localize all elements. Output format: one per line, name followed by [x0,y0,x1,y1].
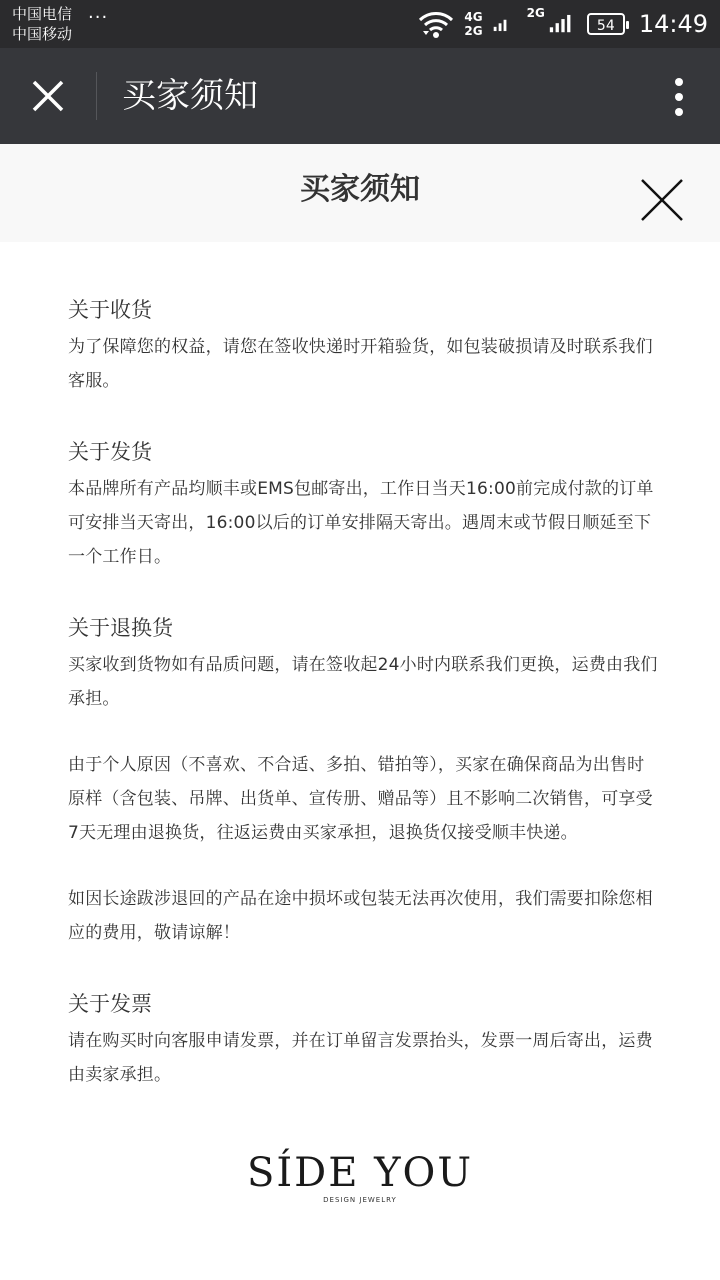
close-dialog-icon[interactable] [640,178,684,222]
network-2g-label: 2G [464,24,483,38]
notice-content [68,294,660,1130]
carrier-info [12,4,109,44]
logo-wordmark: SÍDE YOU [246,1150,474,1196]
section-heading: 关于发票 [68,992,152,1016]
status-bar [0,0,720,48]
navigation-bar [0,48,720,144]
signal-bars-icon-2 [549,12,577,36]
section-returns [68,612,660,950]
status-icons [418,4,708,44]
page-header [0,144,720,242]
more-options-icon[interactable] [672,74,686,118]
nav-divider [96,72,97,120]
nav-title: 买家须知 [122,76,258,116]
section-paragraph: 本品牌所有产品均顺丰或EMS包邮寄出，工作日当天16:00前完成付款的订单可安排当天寄出，16:00以后的订单安排隔天寄出。遇周末或节假日顺延至下一个工作日。 [68,479,654,567]
carrier-1: 中国电信 [12,5,73,23]
signal-bars-icon [493,12,517,36]
brand-logo [0,1150,720,1204]
section-receiving [68,294,660,398]
section-paragraph: 请在购买时向客服申请发票，并在订单留言发票抬头，发票一周后寄出，运费由卖家承担。 [68,1031,653,1085]
clock: 14:49 [638,10,708,38]
close-icon[interactable] [28,76,68,116]
battery-indicator: 54 [587,13,625,35]
page-title: 买家须知 [300,172,420,207]
section-paragraph: 买家收到货物如有品质问题，请在签收起24小时内联系我们更换，运费由我们承担。 [68,655,658,709]
network-2g-label-b: 2G [526,6,545,20]
section-paragraph: 如因长途跋涉退回的产品在途中损坏或包装无法再次使用，我们需要扣除您相应的费用，敬请谅解！ [68,889,653,943]
carrier-2: 中国移动 [12,25,73,43]
section-heading: 关于收货 [68,298,152,322]
notification-dots: ··· [88,7,109,28]
network-type [464,10,482,38]
section-invoice [68,988,660,1092]
section-heading: 关于发货 [68,440,152,464]
section-paragraph: 由于个人原因（不喜欢、不合适、多拍、错拍等），买家在确保商品为出售时原样（含包装、吊牌、出货单、宣传册、赠品等）且不影响二次销售，可享受7天无理由退换货，往返运费由买家承担，退换货仅接受顺丰快递。 [68,755,653,843]
network-4g-label: 4G [464,10,483,24]
section-paragraph: 为了保障您的权益，请您在签收快递时开箱验货，如包装破损请及时联系我们客服。 [68,337,653,391]
section-heading: 关于退换货 [68,616,173,640]
section-shipping [68,436,660,574]
wifi-icon [418,9,454,39]
logo-tagline: DESIGN JEWELRY [323,1196,397,1204]
